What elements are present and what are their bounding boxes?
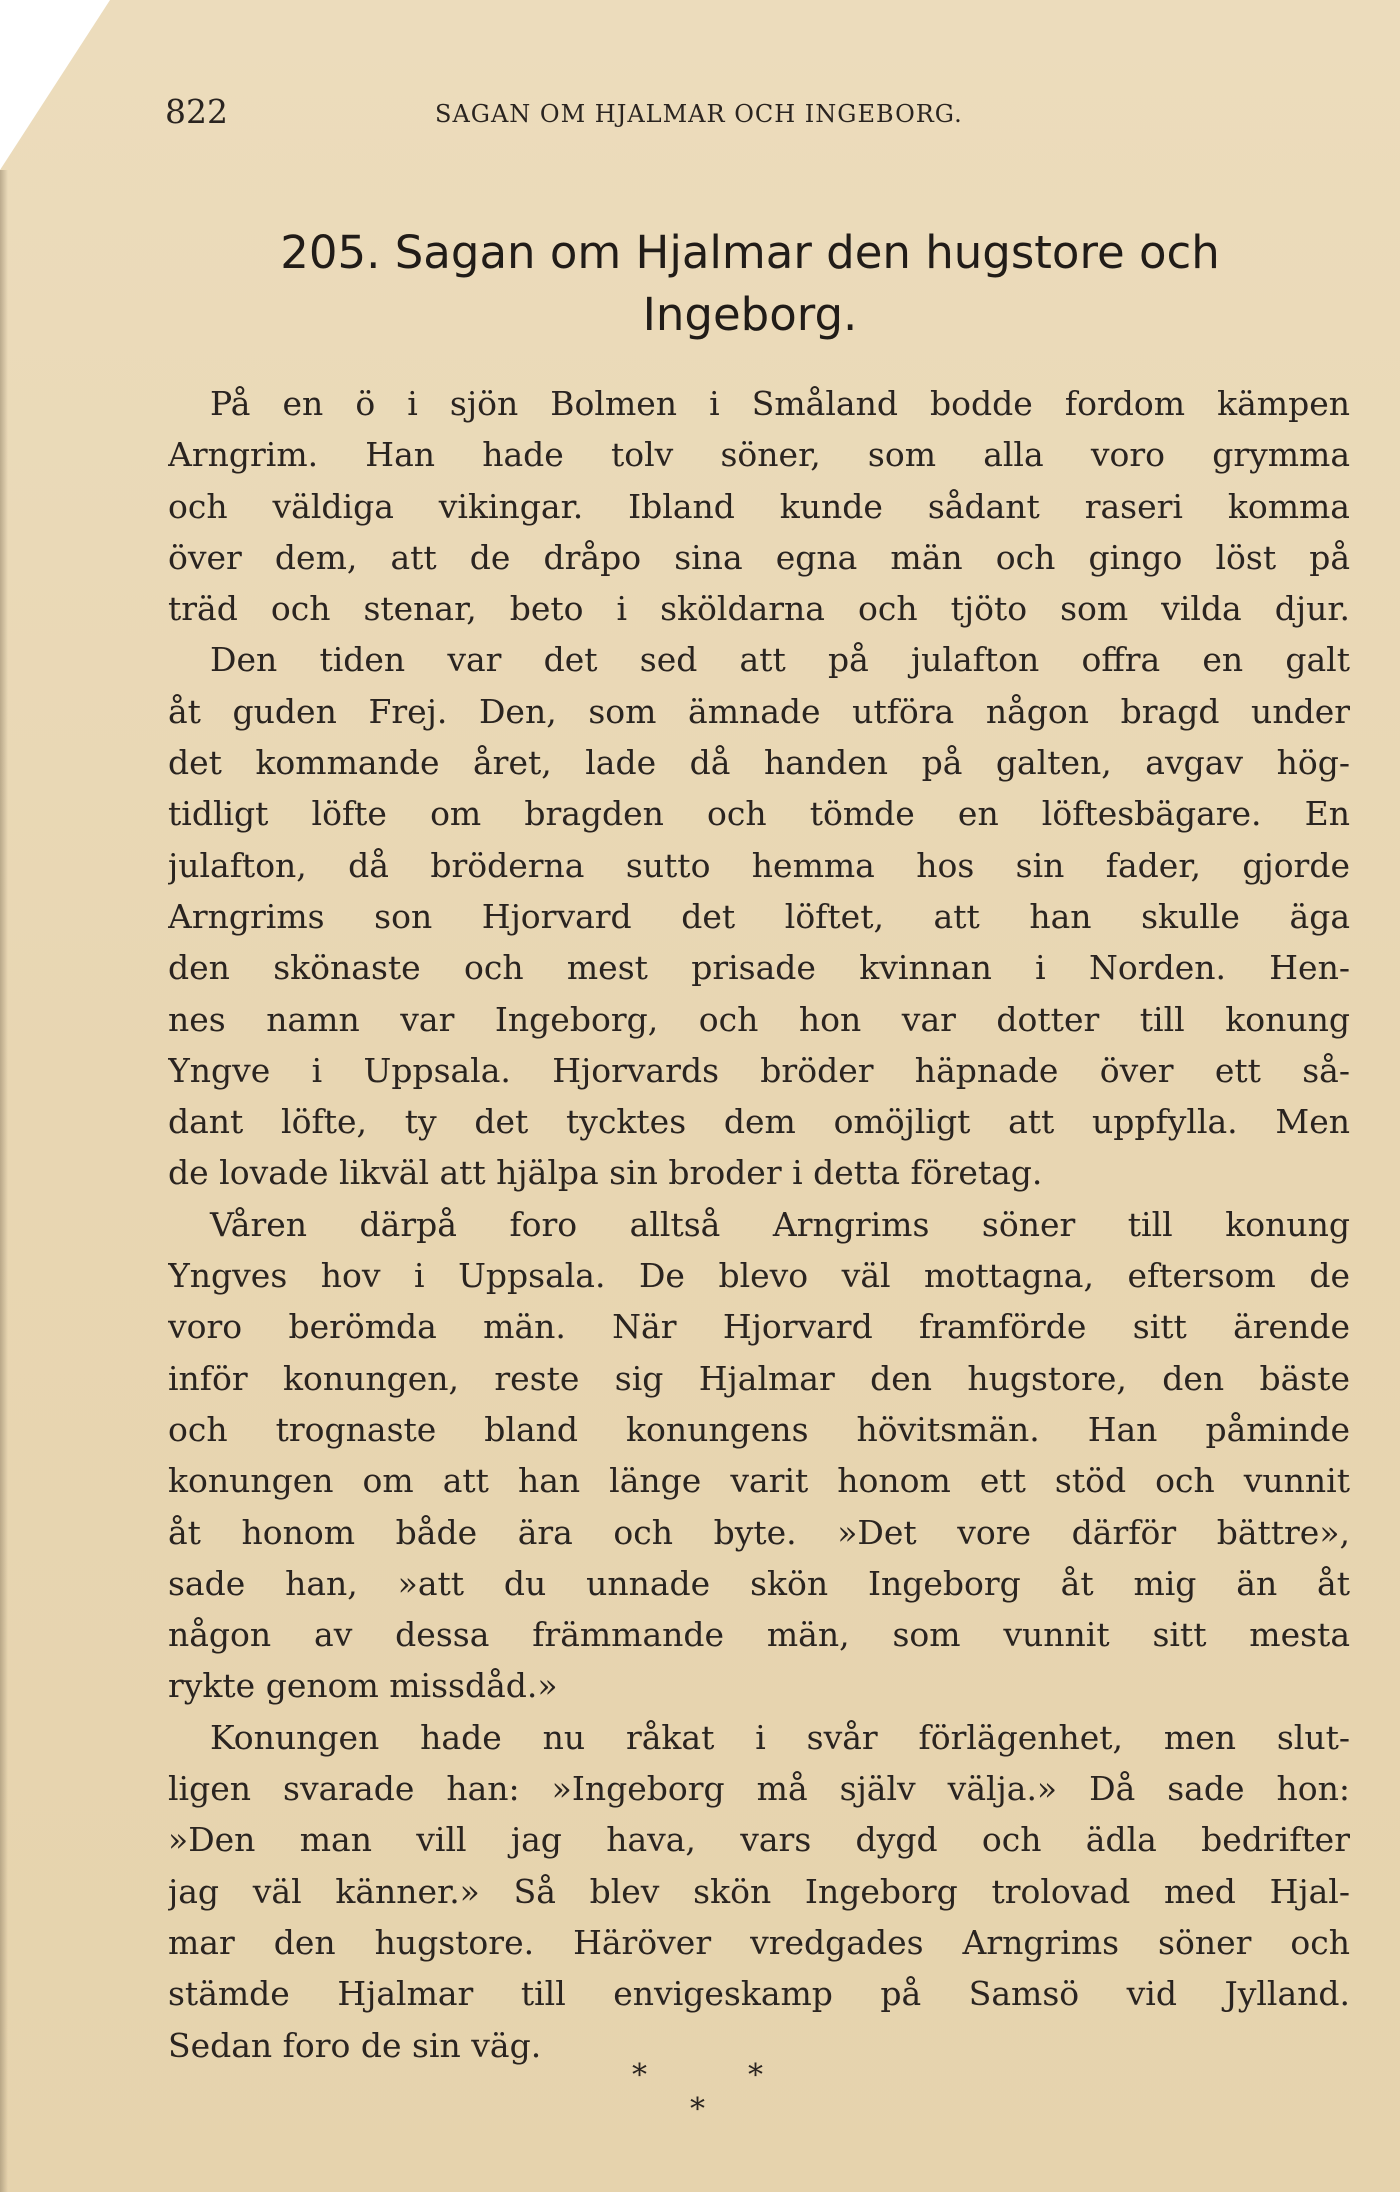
text-line: voro berömda män. När Hjorvard framförde sitt ärende bbox=[168, 1307, 1350, 1347]
text-line: ligen svarade han: »Ingeborg må själv välja.» Då sade hon: bbox=[168, 1769, 1350, 1809]
text-line: julafton, då bröderna sutto hemma hos sin fader, gjorde bbox=[168, 845, 1350, 885]
running-head: SAGAN OM HJALMAR OCH INGEBORG. bbox=[435, 100, 963, 128]
asterisk: * bbox=[748, 2058, 763, 2093]
section-divider-asterisks bbox=[590, 2058, 890, 2138]
text-line: åt honom både ära och byte. »Det vore därför bättre», bbox=[168, 1512, 1350, 1552]
text-line: Arngrims son Hjorvard det löftet, att han skulle äga bbox=[168, 896, 1350, 936]
text-line: Konungen hade nu råkat i svår förlägenhet, men slut- bbox=[210, 1717, 1350, 1757]
text-line: tidligt löfte om bragden och tömde en löftesbägare. En bbox=[168, 794, 1350, 834]
text-line: den skönaste och mest prisade kvinnan i Norden. Hen- bbox=[168, 948, 1350, 988]
text-line: På en ö i sjön Bolmen i Småland bodde fordom kämpen bbox=[210, 384, 1350, 423]
text-line: »Den man vill jag hava, vars dygd och ädla bedrifter bbox=[168, 1820, 1350, 1860]
text-line: Yngve i Uppsala. Hjorvards bröder häpnade över ett så- bbox=[168, 1050, 1350, 1090]
text-line: inför konungen, reste sig Hjalmar den hugstore, den bäste bbox=[168, 1358, 1350, 1398]
text-line: Våren därpå foro alltså Arngrims söner till konung bbox=[210, 1204, 1350, 1244]
text-line: Arngrim. Han hade tolv söner, som alla voro grymma bbox=[168, 435, 1350, 475]
text-line: konungen om att han länge varit honom ett stöd och vunnit bbox=[168, 1461, 1350, 1501]
text-line: någon av dessa främmande män, som vunnit sitt mesta bbox=[168, 1615, 1350, 1655]
text-line: Yngves hov i Uppsala. De blevo väl mottagna, eftersom de bbox=[168, 1256, 1350, 1296]
text-line: sade han, »att du unnade skön Ingeborg åt mig än åt bbox=[168, 1563, 1350, 1603]
text-line: Den tiden var det sed att på julafton offra en galt bbox=[210, 640, 1350, 680]
text-line: och väldiga vikingar. Ibland kunde sådant raseri komma bbox=[168, 486, 1350, 526]
text-line: de lovade likväl att hjälpa sin broder i detta företag. bbox=[168, 1153, 1043, 1193]
page-corner-cutout bbox=[0, 0, 110, 170]
page-number: 822 bbox=[165, 92, 228, 131]
text-line: över dem, att de dråpo sina egna män och gingo löst på bbox=[168, 537, 1350, 577]
asterisk: * bbox=[690, 2092, 705, 2127]
text-line: jag väl känner.» Så blev skön Ingeborg trolovad med Hjal- bbox=[168, 1871, 1350, 1911]
chapter-title-line-2: Ingeborg. bbox=[642, 288, 858, 341]
text-line: stämde Hjalmar till envigeskamp på Samsö vid Jylland. bbox=[168, 1974, 1350, 2014]
text-line: och trognaste bland konungens hövitsmän. Han påminde bbox=[168, 1409, 1350, 1449]
page-edge-shadow bbox=[0, 170, 8, 2192]
text-line: Sedan foro de sin väg. bbox=[168, 2025, 542, 2065]
text-line: rykte genom missdåd.» bbox=[168, 1666, 558, 1706]
text-line: det kommande året, lade då handen på galten, avgav hög- bbox=[168, 743, 1350, 783]
text-line: träd och stenar, beto i sköldarna och tjöto som vilda djur. bbox=[168, 589, 1350, 629]
asterisk: * bbox=[632, 2058, 647, 2093]
text-line: dant löfte, ty det tycktes dem omöjligt att uppfylla. Men bbox=[168, 1102, 1350, 1142]
text-line: nes namn var Ingeborg, och hon var dotter till konung bbox=[168, 999, 1350, 1039]
text-line: mar den hugstore. Häröver vredgades Arngrims söner och bbox=[168, 1922, 1350, 1962]
chapter-title-line-1: 205. Sagan om Hjalmar den hugstore och bbox=[280, 226, 1220, 279]
chapter-title bbox=[165, 222, 1335, 346]
text-line: åt guden Frej. Den, som ämnade utföra någon bragd under bbox=[168, 691, 1350, 731]
page-header bbox=[165, 92, 1235, 142]
body-text bbox=[168, 378, 1350, 2071]
